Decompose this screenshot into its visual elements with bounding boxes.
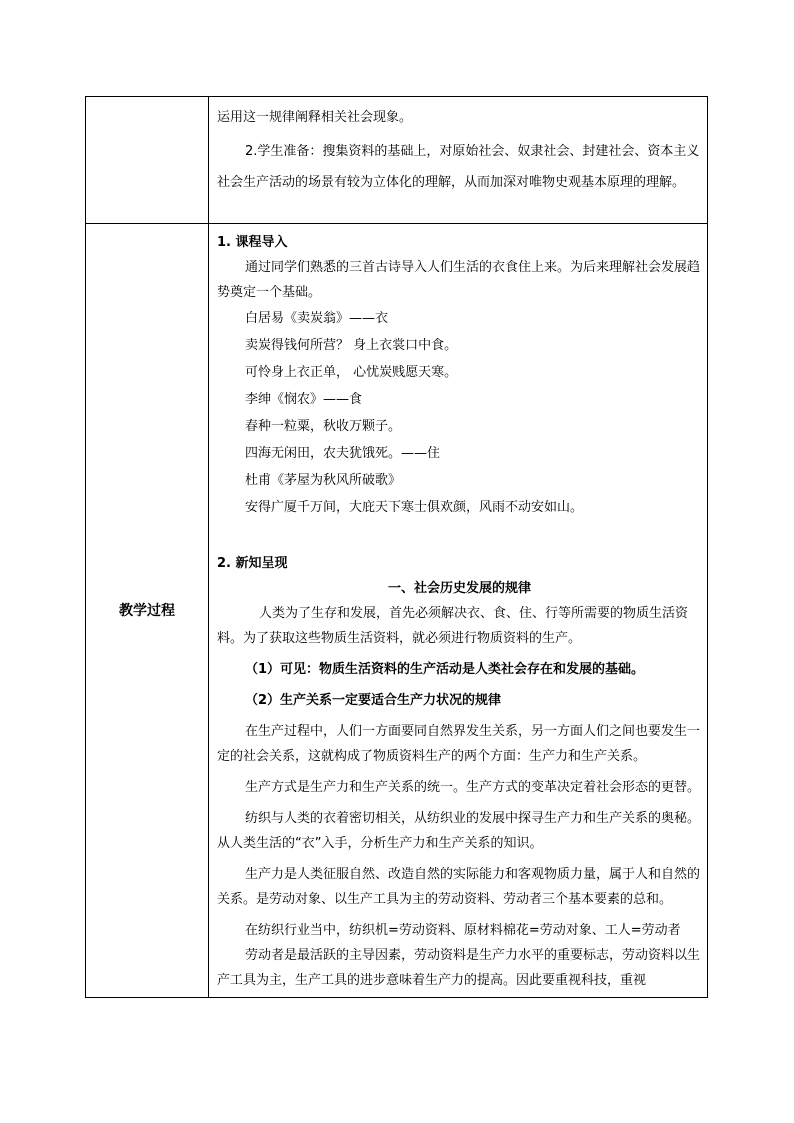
row1-line1: 运用这一规律阐释相关社会现象。 bbox=[217, 110, 413, 125]
section2-title: 一、社会历史发展的规律 bbox=[387, 581, 531, 596]
row1-content bbox=[217, 101, 702, 198]
paragraph-production-relations: 在生产过程中，人们一方面要同自然界发生关系，另一方面人们之间也要发生一定的社会关系，这就构成了物质资料生产的两个方面：生产力和生产关系。 bbox=[217, 724, 701, 764]
poem-line: 杜甫《茅屋为秋风所破歌》 bbox=[245, 473, 402, 488]
point-2: （2）生产关系一定要适合生产力状况的规律 bbox=[245, 693, 502, 708]
spacer bbox=[217, 521, 702, 551]
poem-line: 可怜身上衣正单， 心忧炭贱愿天寒。 bbox=[245, 365, 458, 380]
poem-line: 白居易《卖炭翁》——衣 bbox=[245, 311, 389, 326]
row2-content bbox=[217, 230, 702, 993]
paragraph-textile: 纺织与人类的衣着密切相关，从纺织业的发展中探寻生产力和生产关系的奥秘。从人类生活的“衣”入手，分析生产力和生产关系的知识。 bbox=[217, 811, 701, 851]
poem-line: 四海无闲田，农夫犹饿死。——住 bbox=[245, 446, 441, 461]
poem-line: 春种一粒粟，秋收万颗子。 bbox=[245, 419, 402, 434]
row-label-teaching-process: 教学过程 bbox=[119, 603, 175, 619]
poem-line: 卖炭得钱何所营？ 身上衣裳口中食。 bbox=[245, 338, 458, 353]
poem-line: 李绅《悯农》——食 bbox=[245, 392, 363, 407]
section2-heading: 2. 新知呈现 bbox=[217, 556, 288, 571]
poem-line: 安得广厦千万间，大庇天下寒士俱欢颜，风雨不动安如山。 bbox=[245, 500, 584, 515]
paragraph-textile-elements: 在纺织行业当中，纺织机=劳动资料、原材料棉花=劳动对象、工人=劳动者 bbox=[245, 923, 681, 938]
paragraph-material-needs: 人类为了生存和发展，首先必须解决衣、食、住、行等所需要的物质生活资料。为了获取这些物质生活资料，就必须进行物质资料的生产。 bbox=[217, 606, 689, 646]
column-divider bbox=[208, 97, 209, 997]
paragraph-productive-forces: 生产力是人类征服自然、改造自然的实际能力和客观物质力量，属于人和自然的关系。是劳动对象、以生产工具为主的劳动资料、劳动者三个基本要素的总和。 bbox=[217, 867, 701, 907]
section1-heading: 1. 课程导入 bbox=[217, 235, 288, 250]
paragraph-mode-of-production: 生产方式是生产力和生产关系的统一。生产方式的变革决定着社会形态的更替。 bbox=[245, 780, 701, 795]
intro-paragraph: 通过同学们熟悉的三首古诗导入人们生活的衣食住上来。为后来理解社会发展趋势奠定一个基础。 bbox=[217, 260, 701, 300]
row-divider bbox=[86, 223, 707, 224]
student-prep-paragraph: 2.学生准备：搜集资料的基础上，对原始社会、奴隶社会、封建社会、资本主义社会生产活动的场景有较为立体化的理解，从而加深对唯物史观基本原理的理解。 bbox=[217, 144, 700, 190]
point-1: （1）可见：物质生活资料的生产活动是人类社会存在和发展的基础。 bbox=[245, 662, 645, 677]
paragraph-labor: 劳动者是最活跃的主导因素，劳动资料是生产力水平的重要标志，劳动资料以生产工具为主，生产工具的进步意味着生产力的提高。因此要重视科技，重视 bbox=[217, 948, 701, 988]
lesson-table bbox=[85, 96, 708, 998]
